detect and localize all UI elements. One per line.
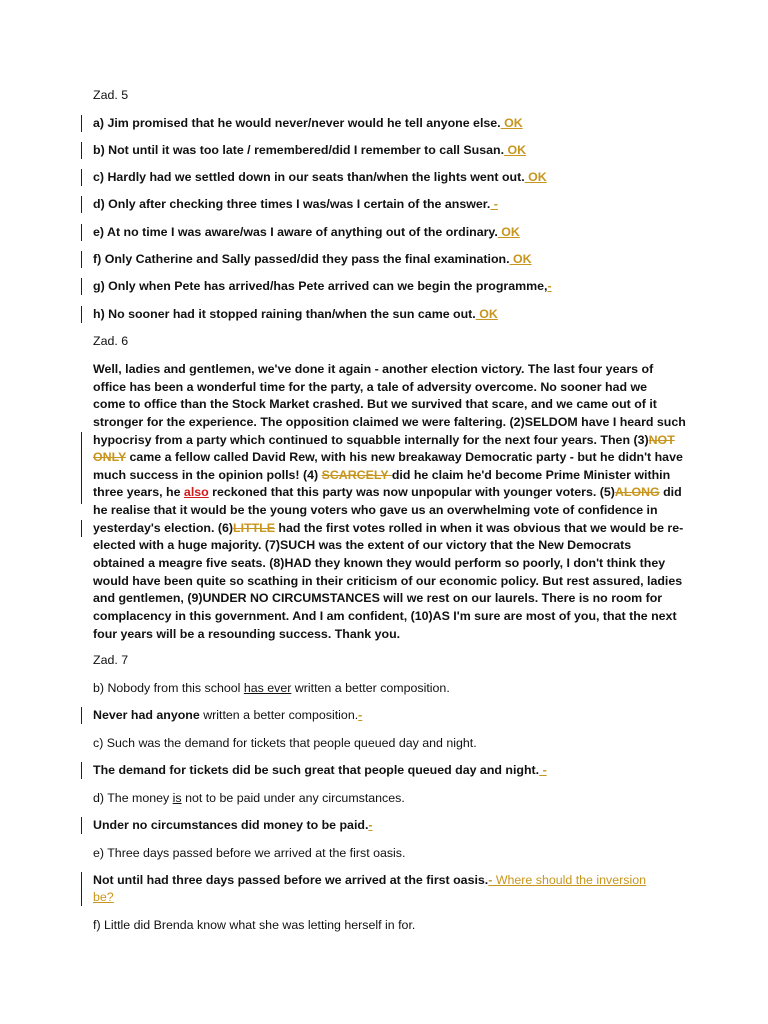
teacher-comment: Where should the inversion bbox=[492, 873, 646, 887]
para-line: three years, he also reckoned that this party was now unpopular with younger voters. (5)ALONG did bbox=[93, 485, 682, 500]
zad5-item-d: d) Only after checking three times I was/was I certain of the answer. - bbox=[93, 197, 498, 211]
zad5-heading: Zad. 5 bbox=[93, 88, 129, 102]
comment-ok: OK bbox=[475, 307, 498, 321]
comment-mark: - bbox=[368, 818, 373, 832]
comment-ok: OK bbox=[497, 225, 520, 239]
zad5-item-h: h) No sooner had it stopped raining than/when the sun came out. OK bbox=[93, 307, 498, 321]
change-bar bbox=[81, 169, 82, 186]
comment-ok: OK bbox=[500, 116, 523, 130]
comment-ok: OK bbox=[524, 170, 547, 184]
zad5-item-g: g) Only when Pete has arrived/has Pete arrived can we begin the programme,- bbox=[93, 279, 552, 293]
zad7-e-answer: Not until had three days passed before we arrived at the first oasis.- Where should the inversion bbox=[93, 873, 646, 887]
change-bar bbox=[81, 520, 82, 537]
change-bar bbox=[81, 142, 82, 159]
zad7-b-answer: Never had anyone written a better composition.- bbox=[93, 708, 363, 722]
para-line: he realise that it would be the young voters who gave us an overwhelming vote of confidence in bbox=[93, 503, 658, 518]
change-bar bbox=[81, 115, 82, 132]
change-bar bbox=[81, 251, 82, 268]
comment-mark: - bbox=[539, 763, 547, 777]
zad7-f-original: f) Little did Brenda know what she was letting herself in for. bbox=[93, 918, 416, 932]
para-line: complacency in this government. And I am confident, (10)AS I'm sure are most of you, that the next bbox=[93, 608, 677, 623]
zad7-e-original: e) Three days passed before we arrived at the first oasis. bbox=[93, 846, 406, 860]
zad6-heading: Zad. 6 bbox=[93, 334, 129, 348]
zad7-heading: Zad. 7 bbox=[93, 653, 129, 667]
deleted-word: LITTLE bbox=[233, 520, 275, 535]
zad7-d-original: d) The money is not to be paid under any circumstances. bbox=[93, 791, 405, 805]
zad7-e-answer-cont bbox=[93, 889, 114, 906]
zad7-d-answer: Under no circumstances did money to be paid.- bbox=[93, 818, 373, 832]
deleted-word: SCARCELY bbox=[321, 467, 392, 482]
change-bar bbox=[81, 306, 82, 323]
zad6-paragraph bbox=[93, 361, 686, 643]
zad5-item-a: a) Jim promised that he would never/never would he tell anyone else. OK bbox=[93, 116, 523, 130]
para-line: stronger for the experience. The opposition claimed we were faltering. (2)SELDOM have I heard such bbox=[93, 414, 686, 429]
deleted-word: NOT bbox=[648, 432, 675, 447]
para-line: would have been quite so scathing in their criticism of our economic policy. But rest assured, ladies bbox=[93, 573, 683, 588]
zad7-c-original: c) Such was the demand for tickets that people queued day and night. bbox=[93, 736, 477, 750]
zad5-item-b: b) Not until it was too late / remembered/did I remember to call Susan. OK bbox=[93, 143, 527, 157]
change-bar bbox=[81, 817, 82, 834]
para-line: four years will be a resounding success. Thank you. bbox=[93, 626, 401, 641]
para-line: elected with a huge majority. (7)SUCH was the extent of our victory that the New Democrats bbox=[93, 538, 632, 553]
change-bar bbox=[81, 707, 82, 724]
change-bar bbox=[81, 762, 82, 779]
comment-mark: - bbox=[488, 873, 493, 887]
zad7-c-answer: The demand for tickets did be such great that people queued day and night. - bbox=[93, 763, 547, 777]
para-line: yesterday's election. (6)LITTLE had the first votes rolled in when it was obvious that we would be re- bbox=[93, 520, 684, 535]
change-bar bbox=[81, 196, 82, 213]
change-bar bbox=[81, 432, 82, 504]
comment-ok: OK bbox=[509, 252, 532, 266]
zad5-item-c: c) Hardly had we settled down in our seats than/when the lights went out. OK bbox=[93, 170, 547, 184]
para-line: obtained a meagre five seats. (8)HAD they known they would perform so poorly, I don't think they bbox=[93, 556, 666, 571]
change-bar bbox=[81, 224, 82, 241]
comment-mark: - bbox=[490, 197, 498, 211]
comment-ok: OK bbox=[504, 143, 527, 157]
teacher-comment: be? bbox=[93, 890, 114, 904]
deleted-word: ONLY bbox=[93, 450, 127, 465]
comment-mark: - bbox=[358, 708, 363, 722]
para-line: Well, ladies and gentlemen, we've done it again - another election victory. The last four years of bbox=[93, 362, 654, 376]
para-line: office has been a wonderful time for the party, a tale of adversity overcome. No sooner had we bbox=[93, 379, 648, 394]
para-line: much success in the opinion polls! (4) SCARCELY did he claim he'd become Prime Minister within bbox=[93, 467, 671, 482]
para-line: ONLY came a fellow called David Rew, with his new breakaway Democratic party - but he didn't have bbox=[93, 450, 683, 465]
comment-mark: - bbox=[547, 279, 552, 293]
change-bar bbox=[81, 872, 82, 906]
zad5-item-f: f) Only Catherine and Sally passed/did they pass the final examination. OK bbox=[93, 252, 532, 266]
change-bar bbox=[81, 278, 82, 295]
deleted-word: ALONG bbox=[614, 485, 660, 500]
highlighted-word: also bbox=[183, 485, 209, 500]
para-line: hypocrisy from a party which continued to squabble internally for the next four years. Then (3)NOT bbox=[93, 432, 675, 447]
para-line: and gentlemen, (9)UNDER NO CIRCUMSTANCES will we rest on our laurels. There is no room for bbox=[93, 591, 663, 606]
para-line: come to office than the Stock Market crashed. But we survived that scare, and we came out of it bbox=[93, 397, 657, 412]
zad5-item-e: e) At no time I was aware/was I aware of anything out of the ordinary. OK bbox=[93, 225, 520, 239]
zad7-b-original: b) Nobody from this school has ever written a better composition. bbox=[93, 681, 450, 695]
